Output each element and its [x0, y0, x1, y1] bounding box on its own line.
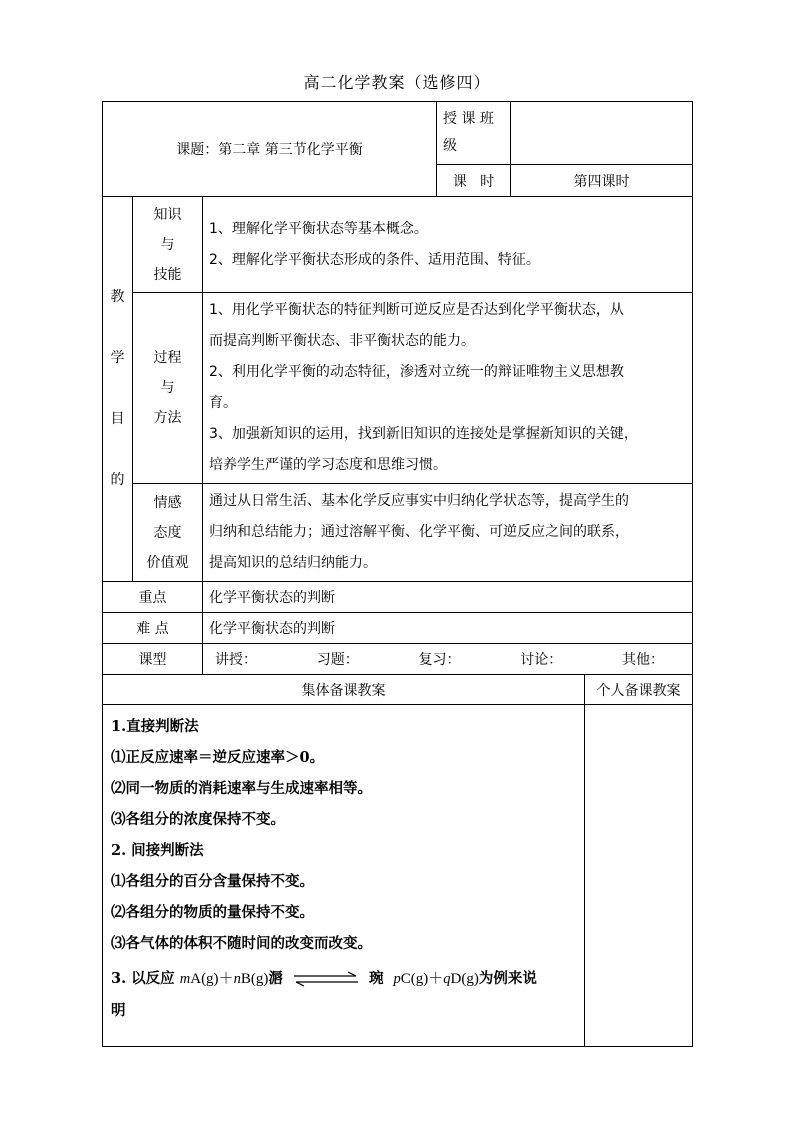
label-line: 态度: [153, 524, 182, 541]
emotion-item: 提高知识的总结归纳能力。: [209, 555, 377, 571]
lesson-type-review: 复习：: [418, 652, 461, 668]
lesson-type-options: [203, 644, 693, 675]
topic-text: 课题：第二章 第三节化学平衡: [176, 142, 363, 158]
process-content: [203, 293, 693, 484]
label-line: 过程: [153, 350, 182, 366]
process-item: 育。: [209, 395, 237, 411]
topic-cell: [103, 102, 437, 197]
personal-header: 个人备课教案: [585, 675, 693, 705]
page-title: 高二化学教案（选修四）: [303, 73, 491, 92]
product-d: D(g): [450, 971, 479, 987]
objectives-char: 目: [110, 411, 125, 427]
lesson-type-exercise: 习题：: [316, 652, 359, 668]
reactant-a: A(g)＋: [190, 971, 234, 987]
reversible-arrow-icon: [292, 971, 360, 987]
period-value-cell: [511, 165, 693, 197]
label-line: 与: [160, 236, 175, 253]
difficulty-label: 难 点: [103, 613, 203, 644]
objectives-label: [103, 197, 133, 582]
glyph-1: 滣: [268, 970, 283, 987]
lesson-type-other: 其他：: [622, 652, 664, 668]
method-line: ⑵同一物质的消耗速率与生成速率相等。: [111, 780, 372, 797]
collective-header: 集体备课教案: [103, 675, 585, 705]
knowledge-item: 2、理解化学平衡状态形成的条件、适用范围、特征。: [209, 251, 540, 268]
label-line: 价值观: [146, 554, 189, 571]
knowledge-item: 1、理解化学平衡状态等基本概念。: [209, 220, 428, 237]
process-item: 培养学生严谨的学习态度和思维习惯。: [209, 457, 447, 473]
label-line: 知识: [153, 206, 182, 223]
difficulty-value: 化学平衡状态的判断: [203, 613, 693, 644]
period-value: 第四课时: [573, 173, 630, 190]
emotion-content: [203, 484, 693, 582]
method-line: ⑶各气体的体积不随时间的改变而改变。: [111, 935, 372, 952]
reactant-b: B(g): [240, 971, 269, 987]
lesson-type-discussion: 讨论：: [520, 652, 563, 668]
coef-n: n: [233, 971, 241, 987]
key-point-value: 化学平衡状态的判断: [203, 582, 693, 613]
period-label-cell: [437, 165, 511, 197]
lesson-type-label: 课型: [103, 644, 203, 675]
collective-content: [103, 705, 585, 1047]
label-line: 情感: [153, 494, 182, 511]
objectives-char: 学: [110, 350, 125, 366]
knowledge-label: [133, 197, 203, 293]
objectives-char: 教: [110, 289, 125, 305]
process-item: 而提高判断平衡状态、非平衡状态的能力。: [209, 333, 475, 349]
coef-m: m: [179, 971, 191, 987]
reaction-line-end: 明: [111, 1002, 126, 1019]
coef-p: p: [393, 971, 401, 987]
process-item: 3、加强新知识的运用，找到新旧知识的连接处是掌握新知识的关键，: [209, 426, 638, 442]
key-point-label: 重点: [103, 582, 203, 613]
label-line: 与: [160, 380, 175, 396]
reaction-line: [111, 963, 578, 995]
personal-content[interactable]: [585, 705, 693, 1047]
emotion-item: 归纳和总结能力；通过溶解平衡、化学平衡、可逆反应之间的联系，: [209, 524, 629, 540]
objectives-char: 的: [110, 472, 125, 488]
method-heading: 1.直接判断法: [111, 718, 199, 735]
class-value-cell[interactable]: [511, 102, 693, 165]
class-label-cell: [437, 102, 511, 165]
reaction-suffix: 为例来说: [478, 970, 537, 987]
emotion-item: 通过从日常生活、基本化学反应事实中归纳化学状态等，提高学生的: [209, 493, 629, 509]
reaction-prefix: 3. 以反应: [111, 970, 175, 987]
glyph-2: 琬: [368, 970, 384, 987]
knowledge-content: [203, 197, 693, 293]
coef-q: q: [443, 971, 451, 987]
label-line: 方法: [153, 410, 182, 426]
process-item: 1、用化学平衡状态的特征判断可逆反应是否达到化学平衡状态，从: [209, 302, 624, 318]
class-label: 授 课 班 级: [443, 111, 494, 154]
emotion-label: [133, 484, 203, 582]
lesson-plan-table: [102, 101, 693, 1047]
method-line: ⑵各组分的物质的量保持不变。: [111, 904, 314, 921]
process-label: [133, 293, 203, 484]
process-item: 2、利用化学平衡的动态特征，渗透对立统一的辩证唯物主义思想教: [209, 364, 624, 380]
label-line: 技能: [153, 266, 182, 283]
lesson-type-lecture: 讲授：: [215, 652, 257, 668]
method-line: ⑴正反应速率＝逆反应速率＞0。: [111, 749, 325, 766]
method-line: ⑴各组分的百分含量保持不变。: [111, 873, 314, 890]
method-heading: 2. 间接判断法: [111, 842, 204, 859]
method-line: ⑶各组分的浓度保持不变。: [111, 811, 285, 828]
product-c: C(g)＋: [400, 971, 444, 987]
period-label: 课 时: [452, 173, 495, 190]
